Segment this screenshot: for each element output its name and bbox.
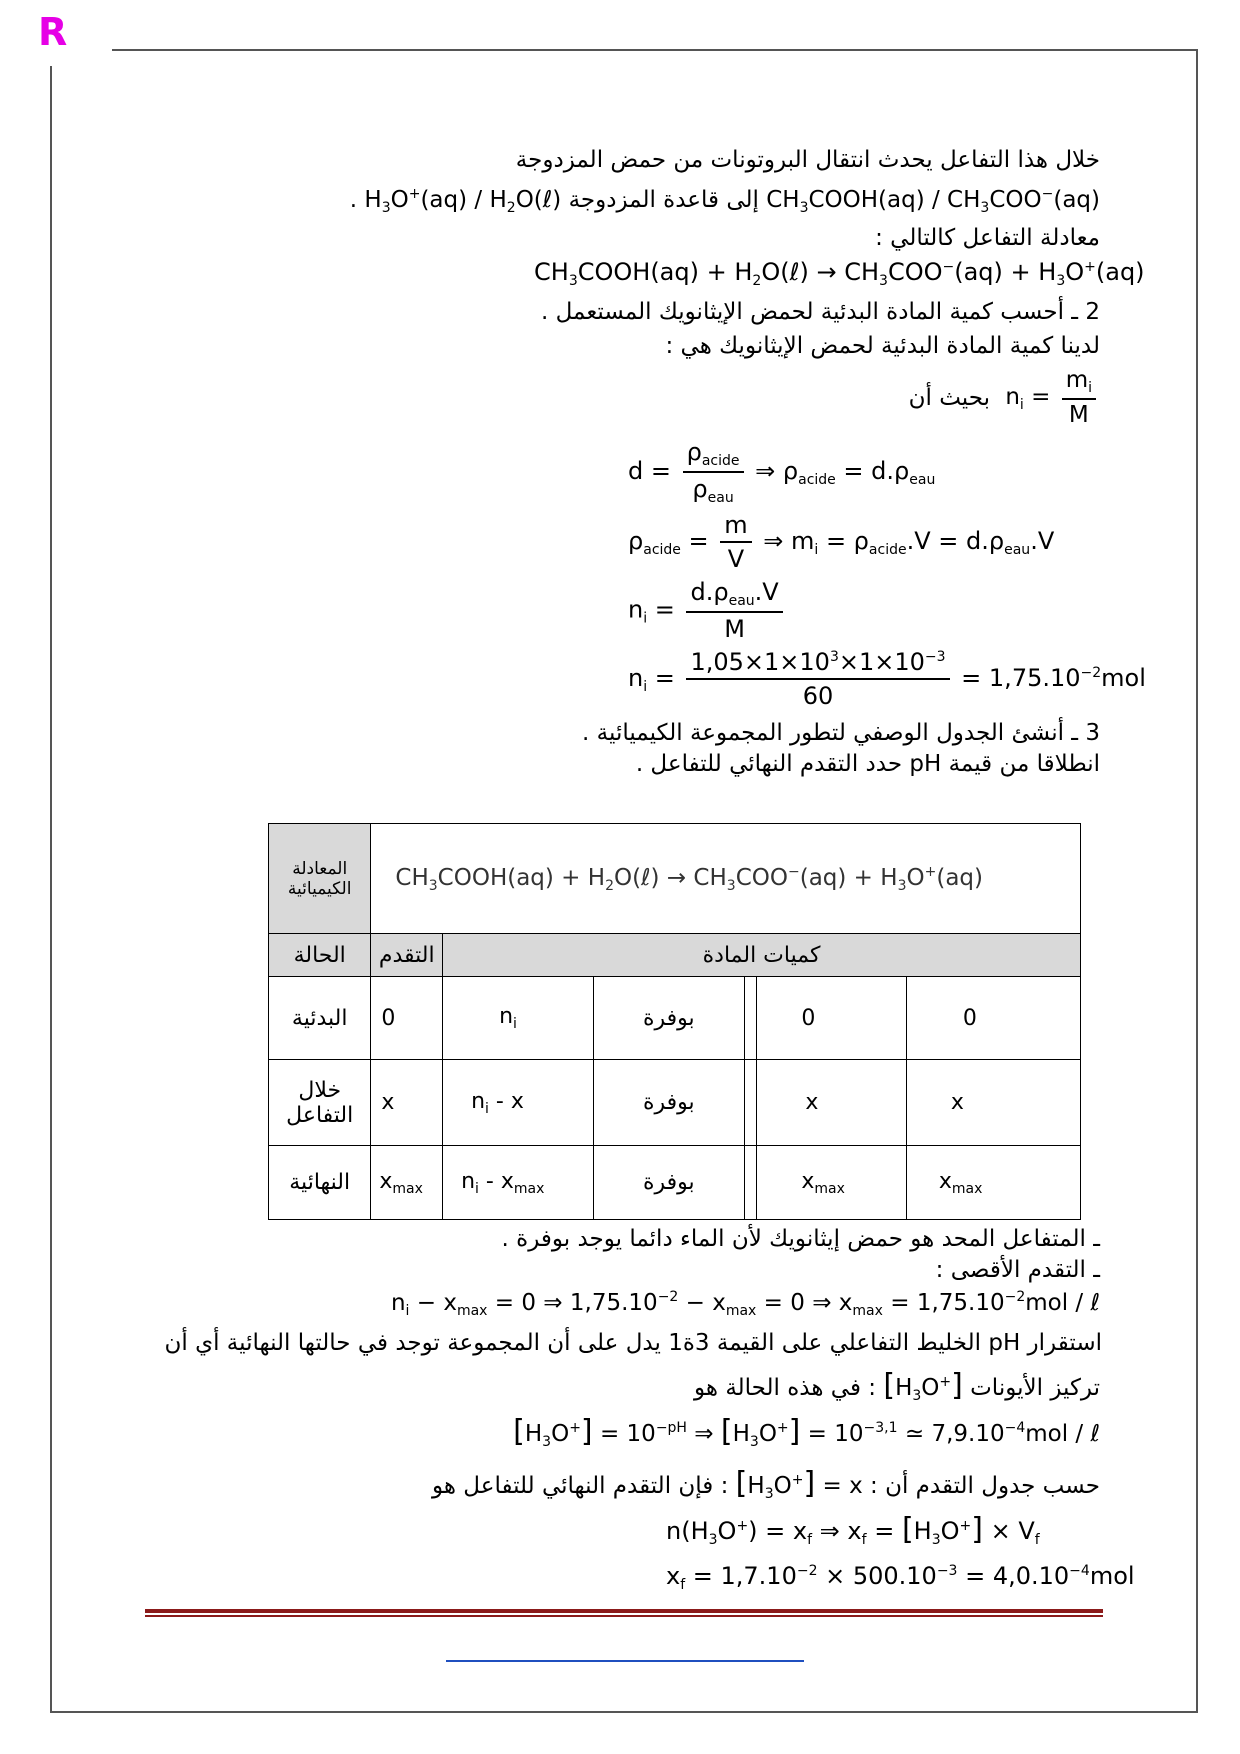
footer-separator (145, 1609, 1103, 1613)
row-gap (745, 1146, 757, 1220)
formula-xf-value: $x_f = 1,7.10^{-2} \times 500.10^{-3} = 4,0.10^{-4}mol$ (666, 1562, 1135, 1593)
formula-mass: $\rho_{acide}$ = $\frac{m}{V}$ ⇒ $m_i = \rho_{acide}.V = d.\rho_{eau}.V$ (628, 511, 1055, 573)
footer-separator-thin (145, 1615, 1103, 1617)
dot: . (349, 187, 358, 213)
row-c2: بوفرة (593, 1060, 745, 1146)
row-c2: بوفرة (593, 977, 745, 1060)
formula-xf: $n(H_3O^+) = x_f$ ⇒ $x_f = [H_3O^+] \times V_f$ (666, 1512, 1040, 1548)
row-state: النهائية (269, 1146, 371, 1220)
text-line-2-mid: إلى قاعدة المزدوجة (568, 187, 759, 213)
text-ph-line-2-b: في هذه الحالة هو : (694, 1375, 877, 1401)
text-line-2: . $H_3O^+(aq)$ / $H_2O(\ell)$ إلى قاعدة المزدوجة $CH_3COOH(aq) / CH_3COO^-(aq)$ (349, 186, 1100, 216)
text-ph-line-2-a: تركيز الأيونات (970, 1375, 1100, 1401)
row-c3: 0 (757, 977, 906, 1060)
table-eq-label: المعادلة الكيميائية (269, 824, 371, 934)
row-c3: $x_{max}$ (757, 1146, 906, 1220)
reaction-equation: $CH_3COOH(aq)$ + $H_2O(\ell) \to CH_3COO^-(aq) + H_3O^+(aq)$ (534, 258, 1145, 289)
text-line-7: بحيث أن (908, 385, 990, 411)
text-limiting-reactant: ـ المتفاعل المحد هو حمض إيثانويك لأن الماء دائما يوجد بوفرة . (501, 1226, 1100, 1252)
formula-ni: $n_i$ = $\frac{m_i}{M}$ (1005, 367, 1100, 428)
row-adv: $x_{max}$ (371, 1146, 443, 1220)
frame-left-border (50, 66, 52, 1711)
formula-ni-value: $n_i$ = $\frac{1,05\times 1\times 10^3\times 1\times 10^{-3}}{60}$ = $1,75.10^{-2}mol$ (628, 648, 1146, 710)
formula-xmax: $n_i - x_{max} = 0$ ⇒ $1,75.10^{-2} - x_{max} = 0$ ⇒ $x_{max} = 1,75.10^{-2}mol$ / ℓ (390, 1289, 1100, 1319)
row-gap (745, 977, 757, 1060)
row-c2: بوفرة (593, 1146, 745, 1220)
row-c4: x (906, 1060, 1080, 1146)
text-adv-a: حسب جدول التقدم أن (885, 1473, 1100, 1499)
table-row (269, 1146, 1081, 1220)
row-adv: x (371, 1060, 443, 1146)
row-c4: $x_{max}$ (906, 1146, 1080, 1220)
text-line-1: خلال هذا التفاعل يحدث انتقال البروتونات من حمض المزدوجة (515, 147, 1100, 173)
row-c1: $n_i - x_{max}$ (443, 1146, 594, 1220)
table-row (269, 1060, 1081, 1146)
row-c3: x (757, 1060, 906, 1146)
table-header-state: الحالة (269, 934, 371, 977)
text-xmax-title: ـ التقدم الأقصى : (935, 1257, 1100, 1283)
row-state: البدئية (269, 977, 371, 1060)
row-gap (745, 1060, 757, 1146)
row-c4: 0 (906, 977, 1080, 1060)
text-advancement-line: فإن التقدم النهائي للتفاعل هو : $[H_3O^+] = x$ : حسب جدول التقدم أن (431, 1466, 1100, 1502)
text-line-6: لدينا كمية المادة البدئية لحمض الإيثانويك هي : (665, 333, 1100, 359)
formula-ni-expanded: $n_i$ = $\frac{d.\rho_{eau}.V}{M}$ (628, 578, 787, 643)
row-state: خلال التفاعل (269, 1060, 371, 1146)
table-header-advancement: التقدم (371, 934, 443, 977)
advancement-table (268, 823, 1081, 1220)
logo: R (38, 10, 68, 54)
table-header-quantities: كميات المادة (443, 934, 1081, 977)
frame-bottom-border (50, 1711, 1198, 1713)
table-equation: $CH_3COOH(aq)$ + $H_2O(\ell) \to CH_3COO^-(aq) + H_3O^+(aq)$ (371, 824, 1081, 934)
formula-h3o-concentration: $[H_3O^+] = 10^{-pH}$ ⇒ $[H_3O^+] = 10^{-3,1}$ ≃ $7,9.10^{-4}mol$ / ℓ (513, 1414, 1100, 1450)
question-3b: انطلاقا من قيمة pH حدد التقدم النهائي للتفاعل . (635, 751, 1100, 777)
text-ph-line-1: استقرار pH الخليط التفاعلي على القيمة 3ة1 يدل على أن المجموعة توجد في حالتها النهائية أي أن (164, 1330, 1102, 1356)
question-3: 3 ـ أنشئ الجدول الوصفي لتطور المجموعة الكيميائية . (582, 720, 1100, 746)
row-c1: $n_i$ - x (443, 1060, 594, 1146)
question-2: 2 ـ أحسب كمية المادة البدئية لحمض الإيثانويك المستعمل . (540, 299, 1100, 325)
row-c1: $n_i$ (443, 977, 594, 1060)
text-line-3: معادلة التفاعل كالتالي : (875, 225, 1100, 251)
row-adv: 0 (371, 977, 443, 1060)
formula-density: d = $\frac{\rho_{acide}}{\rho_{eau}}$ ⇒ $\rho_{acide} = d.\rho_{eau}$ (628, 438, 936, 506)
frame-right-border (1196, 49, 1198, 1711)
text-adv-b: فإن التقدم النهائي للتفاعل هو : (431, 1473, 729, 1499)
footer-link-underline[interactable] (446, 1660, 804, 1662)
text-ph-line-2: في هذه الحالة هو : $[H_3O^+]$ تركيز الأيونات (694, 1368, 1100, 1404)
frame-top-border (112, 49, 1198, 51)
table-row (269, 977, 1081, 1060)
